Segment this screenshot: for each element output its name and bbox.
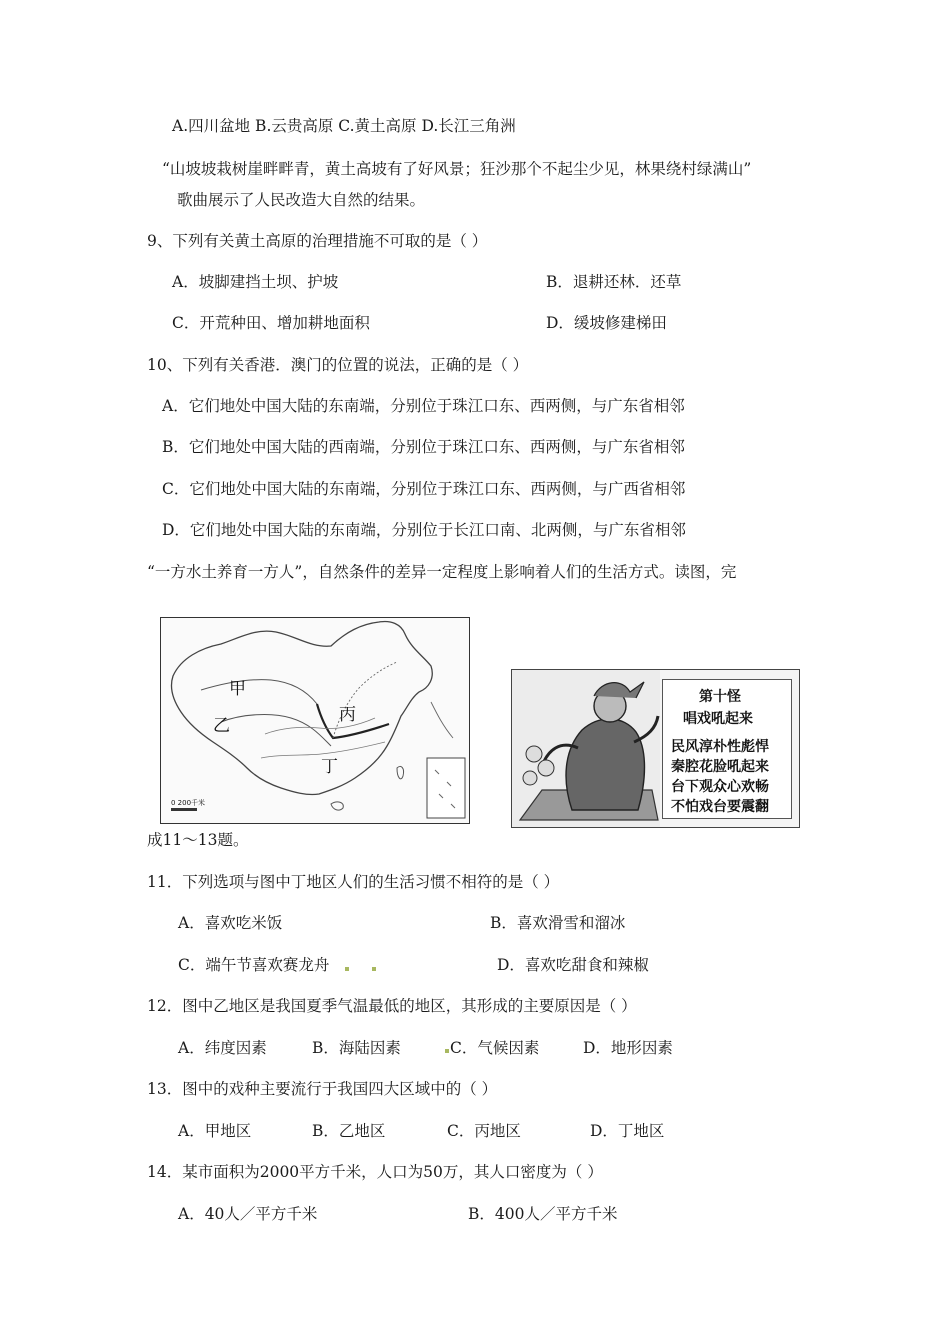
china-outline-svg <box>161 618 469 823</box>
audience-face-3 <box>523 771 537 785</box>
question-12-option-d: D．地形因素 <box>583 1039 673 1057</box>
question-12-option-c: C．气候因素 <box>450 1039 540 1057</box>
south-sea-inset <box>427 758 465 818</box>
intro-passage-line2: 成11～13题。 <box>147 831 249 849</box>
question-13-option-b: B．乙地区 <box>312 1122 386 1140</box>
cartoon-verse-line4: 不怕戏台要震翻 <box>671 799 769 815</box>
taiwan-island <box>397 766 404 778</box>
china-region-map <box>160 617 470 824</box>
question-9-stem: 9、下列有关黄土高原的治理措施不可取的是（ ） <box>147 232 488 250</box>
question-12-option-a: A．纬度因素 <box>178 1039 267 1057</box>
question-14-stem: 14．某市面积为2000平方千米，人口为50万，其人口密度为（ ） <box>147 1163 603 1181</box>
question-10-stem: 10、下列有关香港．澳门的位置的说法，正确的是（ ） <box>147 356 529 374</box>
question-11-option-d: D．喜欢吃甜食和辣椒 <box>497 956 649 974</box>
question-13-stem: 13．图中的戏种主要流行于我国四大区域中的（ ） <box>147 1080 498 1098</box>
question-14-option-a: A．40人／平方千米 <box>178 1205 318 1223</box>
cartoon-verse-line1: 民风淳朴性彪悍 <box>671 739 769 755</box>
song-passage-line1: “山坡坡栽树崖畔畔青，黄土高坡有了好风景；狂沙那个不起尘少见，林果绕村绿满山” <box>162 160 752 178</box>
question-14-option-b: B．400人／平方千米 <box>468 1205 618 1223</box>
region-boundary-north <box>201 680 317 704</box>
question-10-option-b: B．它们地处中国大陆的西南端，分别位于珠江口东、西两侧，与广东省相邻 <box>162 438 685 456</box>
question-9-option-c: C．开荒种田、增加耕地面积 <box>172 314 370 332</box>
question-13-option-d: D．丁地区 <box>590 1122 665 1140</box>
question-10-option-c: C．它们地处中国大陆的东南端，分别位于珠江口东、西两侧，与广西省相邻 <box>162 480 686 498</box>
japan-coast <box>431 702 453 738</box>
opera-cartoon-drawing <box>512 670 660 827</box>
scale-bar <box>171 808 197 811</box>
cartoon-verse-line3: 台下观众心欢畅 <box>671 779 769 795</box>
question-11-stem: 11．下列选项与图中丁地区人们的生活习惯不相符的是（ ） <box>147 873 560 891</box>
question-13-option-a: A．甲地区 <box>178 1122 252 1140</box>
q8-options: A.四川盆地 B.云贵高原 C.黄土高原 D.长江三角洲 <box>172 117 516 135</box>
question-11-option-c: C．端午节喜欢赛龙舟 <box>178 956 330 974</box>
cartoon-caption-panel <box>662 679 792 819</box>
question-9-option-d: D．缓坡修建梯田 <box>546 314 667 332</box>
region-label-bing: 丙 <box>339 705 356 725</box>
region-label-jia: 甲 <box>229 679 246 699</box>
song-passage-line2: 歌曲展示了人民改造大自然的结果。 <box>177 191 426 209</box>
question-10-option-a: A．它们地处中国大陆的东南端，分别位于珠江口东、西两侧，与广东省相邻 <box>162 397 685 415</box>
audience-face-1 <box>526 746 542 762</box>
audience-face-2 <box>538 760 554 776</box>
yellow-river <box>265 718 375 734</box>
map-scale-label: 0 200千米 <box>171 799 206 807</box>
opera-cartoon <box>511 669 800 828</box>
question-11-option-a: A．喜欢吃米饭 <box>178 914 283 932</box>
print-speck <box>345 967 349 971</box>
question-9-option-a: A．坡脚建挡土坝、护坡 <box>172 273 339 291</box>
region-label-yi: 乙 <box>213 716 230 736</box>
question-12-stem: 12．图中乙地区是我国夏季气温最低的地区，其形成的主要原因是（ ） <box>147 997 637 1015</box>
question-12-option-b: B．海陆因素 <box>312 1039 401 1057</box>
question-11-option-b: B．喜欢滑雪和溜冰 <box>490 914 626 932</box>
cartoon-title: 第十怪 <box>699 689 741 705</box>
question-13-option-c: C．丙地区 <box>447 1122 521 1140</box>
cartoon-verse-line2: 秦腔花脸吼起来 <box>671 759 769 775</box>
hainan-island <box>331 802 343 810</box>
print-speck <box>372 967 376 971</box>
intro-passage-line1: “一方水土养育一方人”，自然条件的差异一定程度上影响着人们的生活方式。读图，完 <box>147 563 737 581</box>
print-speck <box>445 1049 449 1053</box>
question-10-option-d: D．它们地处中国大陆的东南端，分别位于长江口南、北两侧，与广东省相邻 <box>162 521 686 539</box>
region-label-ding: 丁 <box>321 757 338 777</box>
cartoon-subtitle: 唱戏吼起来 <box>683 711 753 727</box>
china-border-outline <box>171 622 432 795</box>
question-9-option-b: B．退耕还林．还草 <box>546 273 682 291</box>
